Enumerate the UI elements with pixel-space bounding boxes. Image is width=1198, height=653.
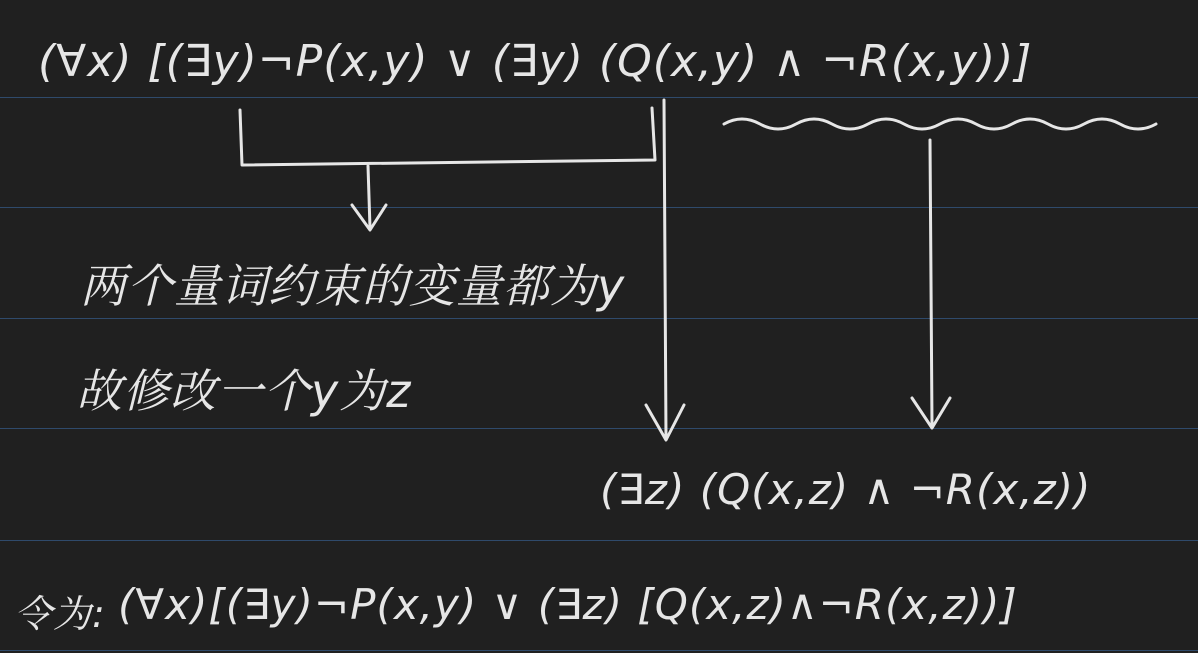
ruled-line <box>0 650 1198 651</box>
down-arrow-right-head <box>912 398 950 428</box>
explanation-line-2: 故修改一个y为z <box>76 364 412 418</box>
original-formula: (∀x) [(∃y)¬P(x,y) ∨ (∃y) (Q(x,y) ∧ ¬R(x,y))] <box>38 36 1033 87</box>
ruled-line <box>0 207 1198 208</box>
ruled-line <box>0 428 1198 429</box>
bracket-connector <box>240 108 655 165</box>
ruled-line <box>0 97 1198 98</box>
wavy-underline <box>724 119 1156 129</box>
result-label: 令为: <box>14 592 106 636</box>
bracket-arrow-stem <box>368 166 370 228</box>
ruled-line <box>0 318 1198 319</box>
down-arrow-left-head <box>646 405 684 440</box>
renamed-subformula: (∃z) (Q(x,z) ∧ ¬R(x,z)) <box>600 465 1092 514</box>
down-arrow-left-stem <box>664 100 666 438</box>
result-formula: (∀x)[(∃y)¬P(x,y) ∨ (∃z) [Q(x,z)∧¬R(x,z))] <box>118 580 1018 629</box>
bracket-arrow-head <box>352 205 386 230</box>
down-arrow-right-stem <box>930 140 932 425</box>
ruled-line <box>0 540 1198 541</box>
explanation-line-1: 两个量词约束的变量都为y <box>80 259 626 313</box>
